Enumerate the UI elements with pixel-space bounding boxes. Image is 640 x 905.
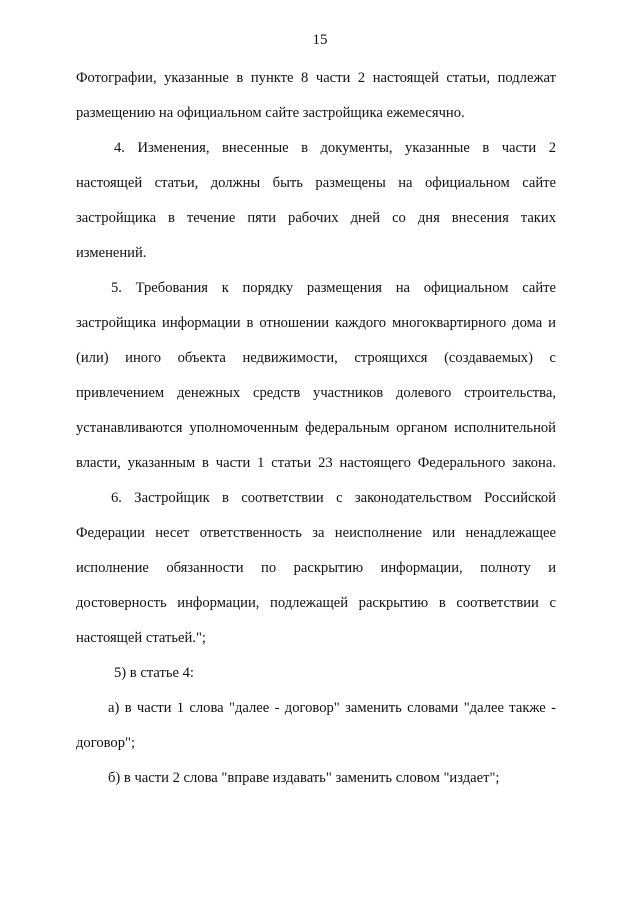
text-line: застройщика информации в отношении каждого многоквартирного дома и: [76, 315, 556, 331]
text-line: 4. Изменения, внесенные в документы, указанные в части 2: [114, 140, 556, 156]
text-line: 5) в статье 4:: [114, 665, 194, 681]
text-line: изменений.: [76, 245, 147, 261]
text-line: 5. Требования к порядку размещения на официальном сайте: [111, 280, 556, 296]
text-line: Фотографии, указанные в пункте 8 части 2 настоящей статьи, подлежат: [76, 70, 556, 86]
text-line: б) в части 2 слова "вправе издавать" заменить словом "издает";: [108, 770, 500, 786]
text-line: а) в части 1 слова "далее - договор" заменить словами "далее также -: [108, 700, 556, 716]
text-line: Федерации несет ответственность за неисполнение или ненадлежащее: [76, 525, 556, 541]
text-line: достоверность информации, подлежащей раскрытию в соответствии с: [76, 595, 556, 611]
text-line: договор";: [76, 735, 136, 751]
text-line: настоящей статьи, должны быть размещены на официальном сайте: [76, 175, 556, 191]
text-line: 6. Застройщик в соответствии с законодательством Российской: [111, 490, 556, 506]
text-line: исполнение обязанности по раскрытию информации, полноту и: [76, 560, 556, 576]
text-line: настоящей статьей.";: [76, 630, 206, 646]
text-line: привлечением денежных средств участников долевого строительства,: [76, 385, 556, 401]
text-line: устанавливаются уполномоченным федеральным органом исполнительной: [76, 420, 556, 436]
text-line: власти, указанным в части 1 статьи 23 настоящего Федерального закона.: [76, 455, 556, 471]
text-line: размещению на официальном сайте застройщика ежемесячно.: [76, 105, 465, 121]
page-number: 15: [312, 32, 328, 48]
text-line: (или) иного объекта недвижимости, строящихся (создаваемых) с: [76, 350, 556, 366]
text-line: застройщика в течение пяти рабочих дней со дня внесения таких: [76, 210, 556, 226]
